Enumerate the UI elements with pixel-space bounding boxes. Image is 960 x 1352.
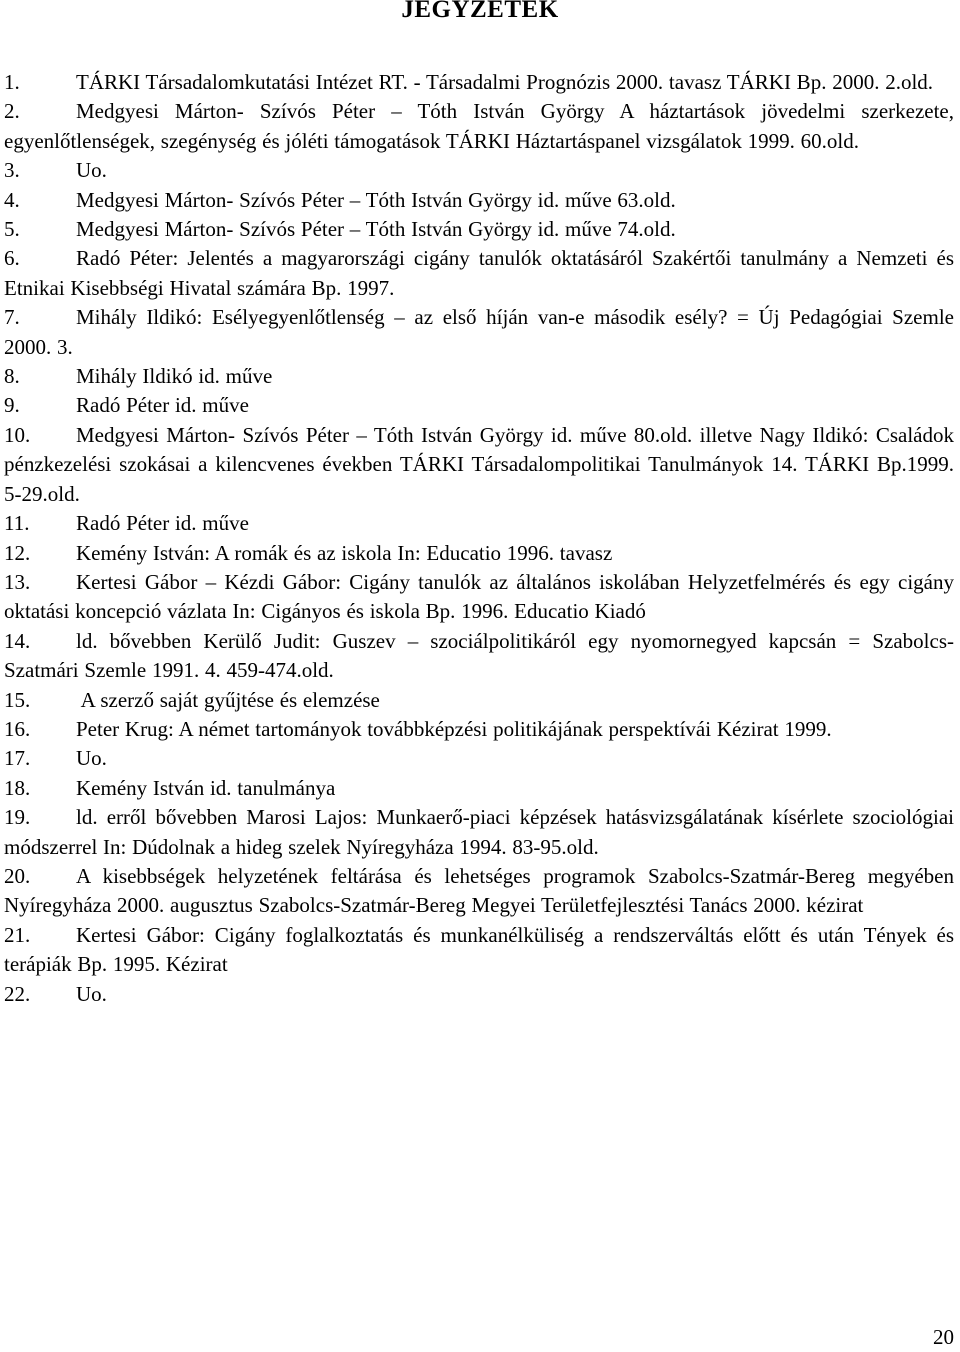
endnote-number: 4. bbox=[4, 187, 20, 212]
endnote-item bbox=[4, 686, 954, 715]
endnote-number: 7. bbox=[4, 305, 20, 330]
endnote-number: 16. bbox=[4, 716, 31, 741]
endnote-item bbox=[4, 568, 954, 627]
endnote-text: Uo. bbox=[76, 158, 107, 183]
endnote-item bbox=[4, 391, 954, 420]
endnote-number: 2. bbox=[4, 99, 20, 124]
endnotes-list bbox=[4, 68, 954, 1009]
endnote-text: Mihály Ildikó: Esélyegyenlőtlenség – az első híján van-e második esély? = Új Pedagógiai Szemle 2000. 3. bbox=[4, 305, 954, 359]
endnote-item bbox=[4, 921, 954, 980]
endnote-number: 11. bbox=[4, 511, 30, 536]
endnote-text: Radó Péter: Jelentés a magyarországi cigány tanulók oktatásáról Szakértői tanulmány a Nemzeti és Etnikai Kisebbségi Hivatal számára Bp. 1997. bbox=[4, 246, 954, 300]
endnote-number: 19. bbox=[4, 805, 31, 830]
endnote-number: 18. bbox=[4, 775, 31, 800]
endnote-item bbox=[4, 803, 954, 862]
endnote-text: Kertesi Gábor: Cigány foglalkoztatás és munkanélküliség a rendszerváltás előtt és után Tények és terápiák Bp. 1995. Kézirat bbox=[4, 922, 954, 977]
endnote-item bbox=[4, 862, 954, 921]
endnote-text: Medgyesi Márton- Szívós Péter – Tóth István György id. műve 74.old. bbox=[76, 217, 676, 242]
endnote-text: Uo. bbox=[76, 746, 107, 771]
endnote-text: Radó Péter id. műve bbox=[76, 511, 249, 536]
endnote-item bbox=[4, 68, 954, 97]
endnote-item bbox=[4, 362, 954, 391]
page-number: 20 bbox=[933, 1325, 954, 1349]
endnote-number: 8. bbox=[4, 364, 20, 389]
endnote-number: 6. bbox=[4, 246, 20, 271]
endnote-text: Kemény István id. tanulmánya bbox=[76, 775, 336, 800]
endnote-item bbox=[4, 215, 954, 244]
endnote-text: ld. bővebben Kerülő Judit: Guszev – szociálpolitikáról egy nyomornegyed kapcsán = Szabolcs-Szatmári Szemle 1991. 4. 459-474.old. bbox=[4, 628, 954, 683]
endnote-item bbox=[4, 97, 954, 156]
endnote-number: 22. bbox=[4, 981, 31, 1006]
endnote-number: 17. bbox=[4, 746, 31, 771]
endnote-number: 14. bbox=[4, 628, 31, 653]
endnote-item bbox=[4, 715, 954, 744]
endnote-text: Medgyesi Márton- Szívós Péter – Tóth István György id. műve 63.old. bbox=[76, 187, 676, 212]
endnote-text: Kertesi Gábor – Kézdi Gábor: Cigány tanulók az általános iskolában Helyzetfelmérés és egy cigány oktatási koncepció vázlata In: Cigányos és iskola Bp. 1996. Educatio Kiadó bbox=[4, 569, 954, 624]
endnote-item bbox=[4, 421, 954, 509]
endnote-number: 5. bbox=[4, 217, 20, 242]
endnote-number: 3. bbox=[4, 158, 20, 183]
endnote-item bbox=[4, 744, 954, 773]
endnote-text: Mihály Ildikó id. műve bbox=[76, 364, 273, 389]
endnote-text: Medgyesi Márton- Szívós Péter – Tóth István György id. műve 80.old. illetve Nagy Ildikó: Családok pénzkezelési szokásai a kilencvenes években TÁRKI Társadalompolitikai Tanulmányok 14. TÁRKI Bp.1999. 5-29.old. bbox=[4, 422, 954, 506]
endnote-number: 12. bbox=[4, 540, 31, 565]
endnote-text: Radó Péter id. műve bbox=[76, 393, 249, 418]
endnote-item bbox=[4, 244, 954, 303]
page-title: JEGYZETEK bbox=[401, 0, 559, 23]
endnote-number: 15. bbox=[4, 687, 31, 712]
endnote-item bbox=[4, 774, 954, 803]
endnote-item bbox=[4, 980, 954, 1009]
endnote-number: 1. bbox=[4, 70, 20, 94]
endnote-item bbox=[4, 303, 954, 362]
endnote-text: Kemény István: A romák és az iskola In: Educatio 1996. tavasz bbox=[76, 540, 613, 565]
endnote-text: Medgyesi Márton- Szívós Péter – Tóth István György A háztartások jövedelmi szerkezete, egyenlőtlenségek, szegénység és jóléti támogatások TÁRKI Háztartáspanel vizsgálatok 1999. 60.old. bbox=[4, 99, 954, 153]
endnote-number: 9. bbox=[4, 393, 20, 418]
endnote-item bbox=[4, 539, 954, 568]
endnote-item bbox=[4, 509, 954, 538]
endnote-text: A kisebbségek helyzetének feltárása és lehetséges programok Szabolcs-Szatmár-Bereg megyében Nyíregyháza 2000. augusztus Szabolcs-Szatmár-Bereg Megyei Területfejlesztési Tanács 2000. kézirat bbox=[4, 863, 954, 918]
endnote-number: 20. bbox=[4, 863, 31, 888]
endnote-text: Uo. bbox=[76, 981, 107, 1006]
endnote-text: ld. erről bővebben Marosi Lajos: Munkaerő-piaci képzések hatásvizsgálatának kísérlete szociológiai módszerrel In: Dúdolnak a hideg szelek Nyíregyháza 1994. 83-95.old. bbox=[4, 805, 954, 859]
endnote-text: A szerző saját gyűjtése és elemzése bbox=[76, 687, 380, 712]
endnote-text: Peter Krug: A német tartományok továbbképzési politikájának perspektívái Kézirat 1999. bbox=[76, 716, 832, 741]
endnote-number: 21. bbox=[4, 922, 31, 947]
endnote-number: 13. bbox=[4, 569, 31, 594]
endnote-item bbox=[4, 627, 954, 686]
endnote-text: TÁRKI Társadalomkutatási Intézet RT. - Társadalmi Prognózis 2000. tavasz TÁRKI Bp. 2000. 2.old. bbox=[76, 70, 934, 94]
endnote-item bbox=[4, 186, 954, 215]
endnote-number: 10. bbox=[4, 422, 31, 447]
endnote-item bbox=[4, 156, 954, 185]
